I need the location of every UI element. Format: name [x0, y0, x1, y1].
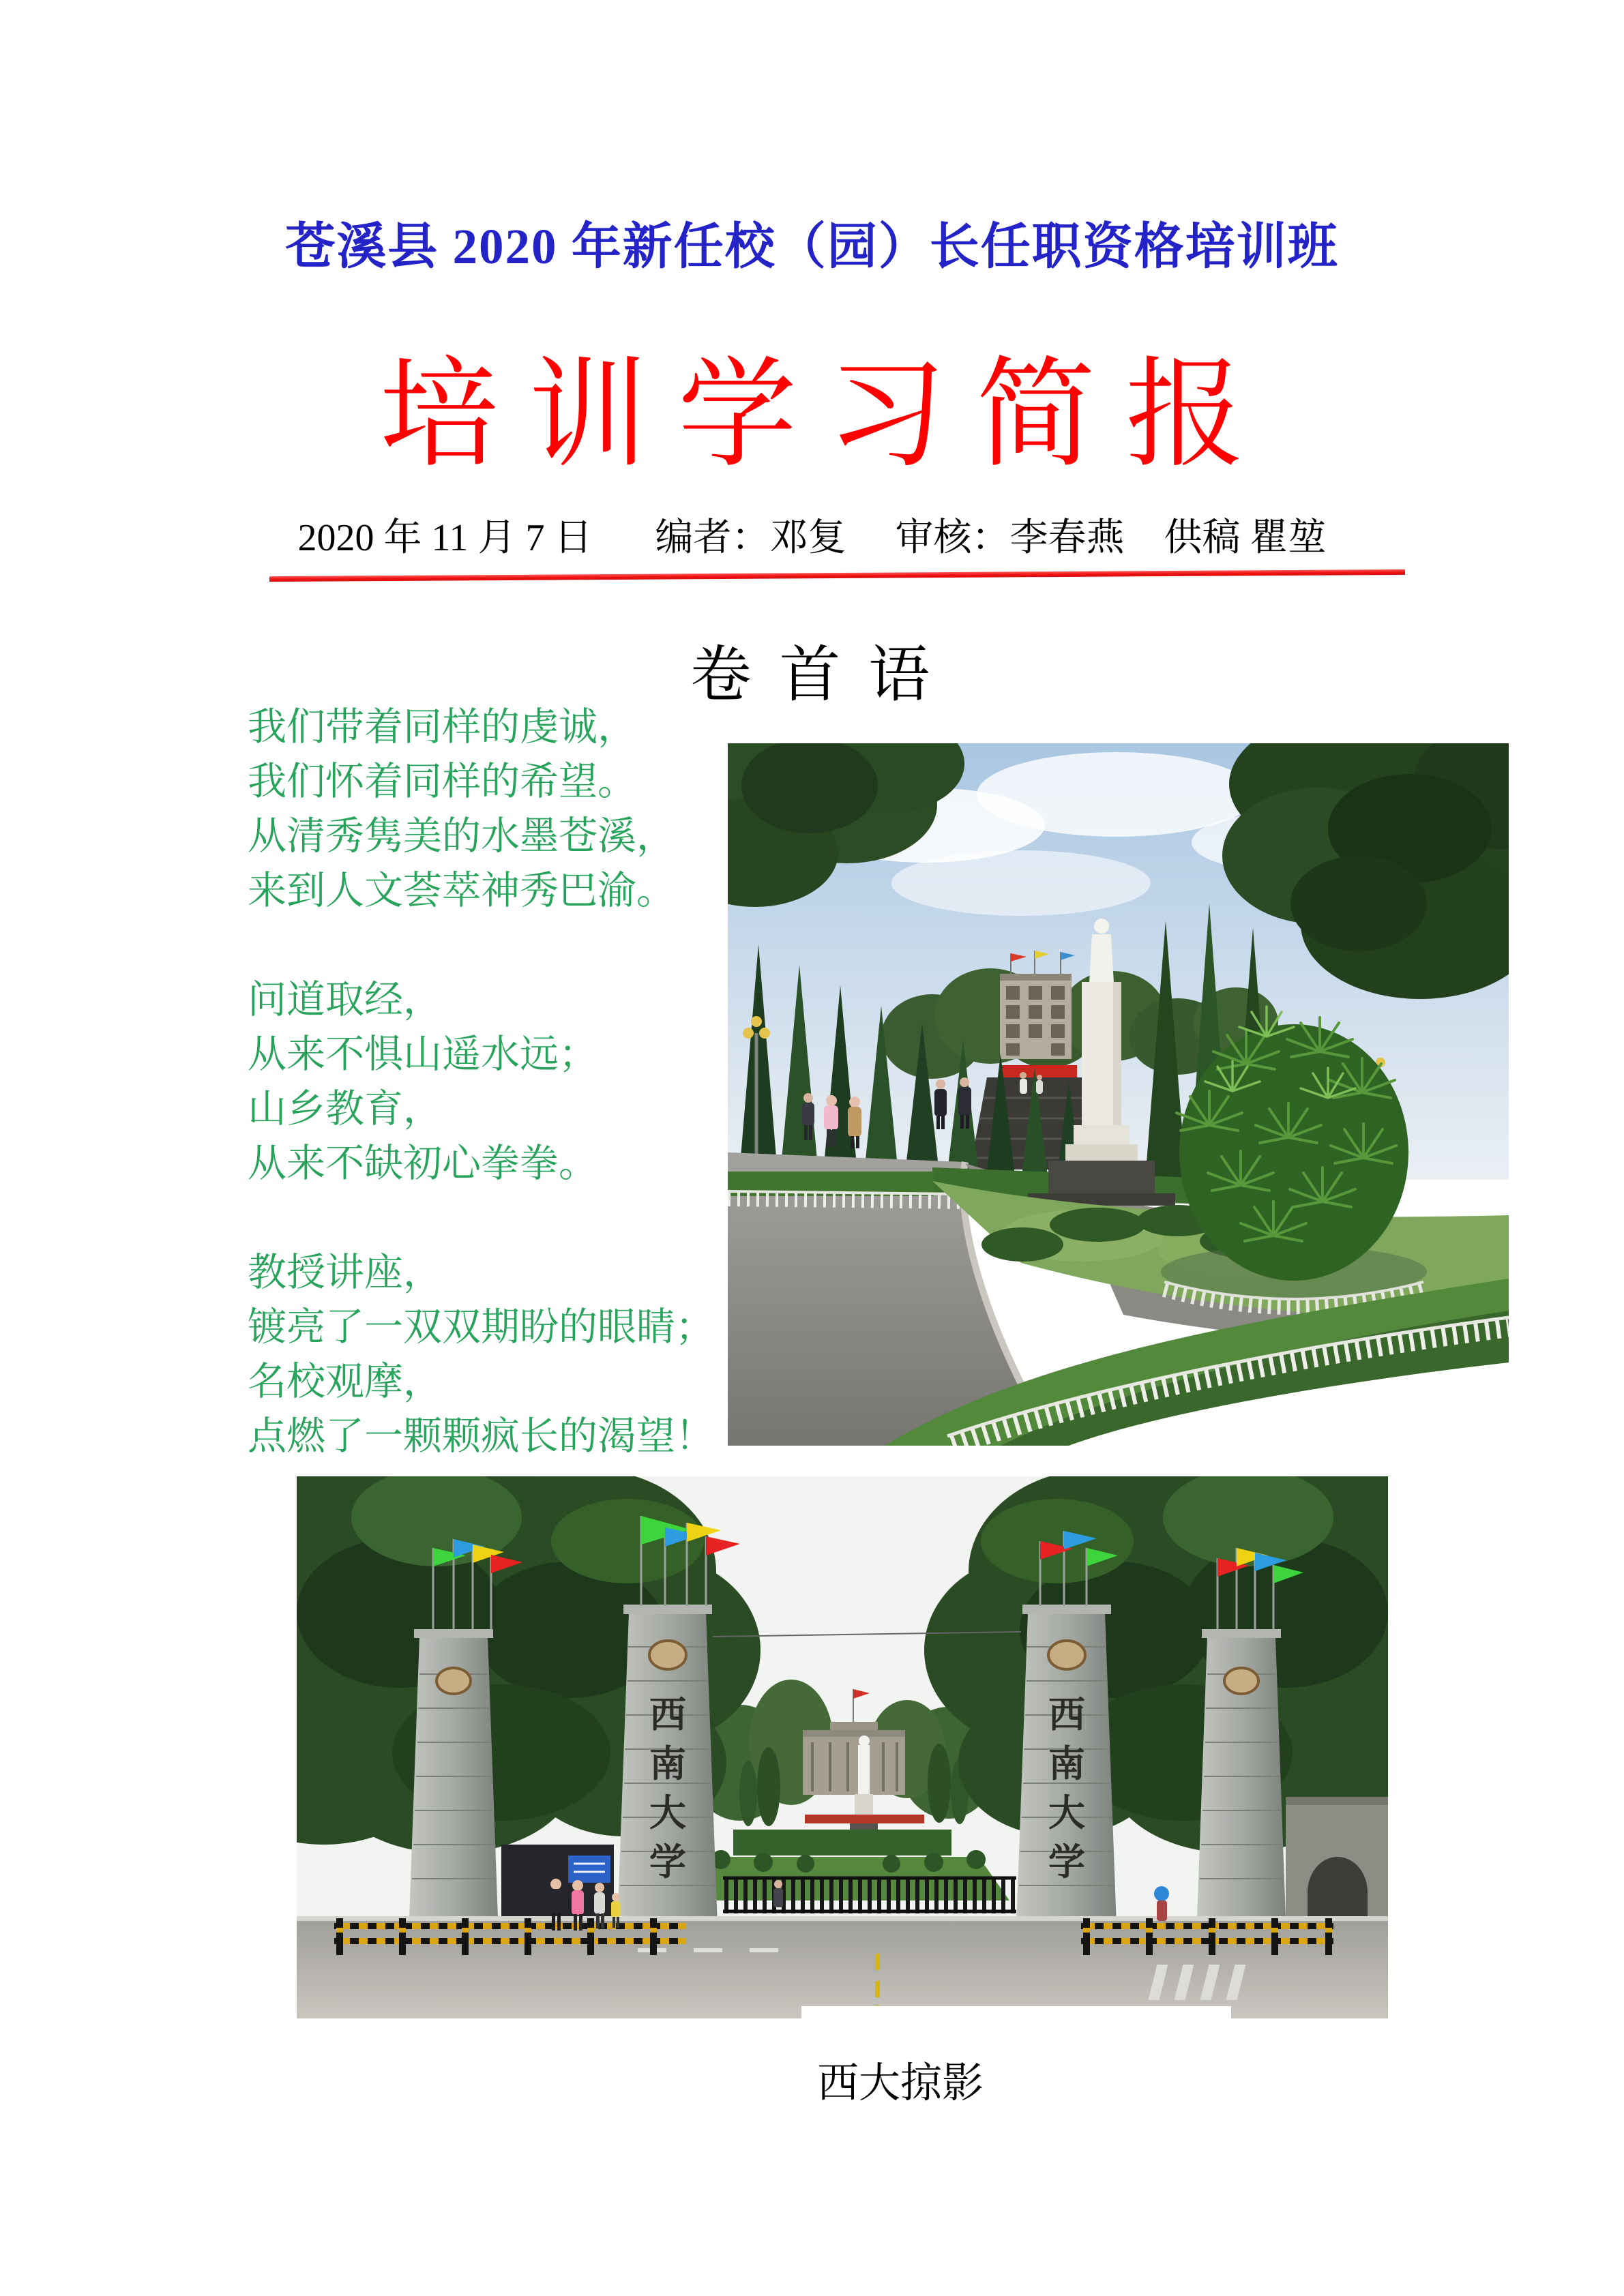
lane-dashes: [638, 1948, 778, 1952]
poem-line: 我们带着同样的虔诚，: [248, 704, 636, 749]
red-divider-line: [269, 569, 1405, 582]
svg-text:西: 西: [1048, 1693, 1085, 1736]
preface-poem: [248, 700, 714, 1463]
poem-line: 名校观摩，: [248, 1359, 442, 1404]
park-photo-illustration: [728, 743, 1509, 1446]
svg-text:大: 大: [649, 1791, 686, 1834]
poem-stanza: [248, 972, 714, 1191]
photo-caption: 西大掠影: [816, 2059, 984, 2107]
svg-text:大: 大: [1048, 1791, 1085, 1834]
poem-line: 山乡教育，: [248, 1086, 442, 1131]
svg-text:南: 南: [1048, 1742, 1085, 1785]
blue-sign: [568, 1855, 610, 1883]
issue-date: 2020 年 11 月 7 日: [297, 517, 593, 559]
road: [297, 1921, 1388, 2018]
gate-photo: [297, 1476, 1388, 2018]
svg-text:南: 南: [649, 1742, 686, 1785]
poem-line: 来到人文荟萃神秀巴渝。: [248, 868, 675, 913]
gate-photo-illustration: [297, 1476, 1388, 2018]
photo-bottom-notch: [801, 2006, 1231, 2018]
poem-stanza: [248, 1245, 714, 1463]
park-photo: [728, 743, 1509, 1446]
meta-line: [0, 507, 1624, 562]
svg-text:学: 学: [649, 1840, 686, 1883]
poem-stanza: [248, 700, 714, 918]
poem-line: 从来不缺初心拳拳。: [248, 1141, 597, 1186]
preface-heading: 卷 首 语: [690, 639, 934, 711]
page-title: 培 训 学 习 简 报: [379, 349, 1245, 481]
poem-line: 镀亮了一双双期盼的眼睛；: [248, 1304, 714, 1350]
poem-line: 我们怀着同样的希望。: [248, 759, 636, 804]
editor-credit: 编者：邓复: [655, 517, 846, 559]
svg-text:学: 学: [1048, 1840, 1085, 1883]
reviewer-credit: 审核：李春燕: [895, 517, 1125, 559]
poem-line: 从清秀隽美的水墨苍溪，: [248, 814, 675, 859]
contributor-credit: 供稿 瞿堃: [1164, 517, 1327, 559]
poem-line: 从来不惧山遥水远；: [248, 1032, 597, 1077]
arch-wall: [1286, 1797, 1388, 1928]
poem-line: 问道取经，: [248, 977, 442, 1022]
svg-text:西: 西: [649, 1693, 686, 1736]
kicker-title: 苍溪县 2020 年新任校（园）长任职资格培训班: [285, 219, 1339, 274]
poem-line: 教授讲座，: [248, 1250, 442, 1295]
poem-line: 点燃了一颗颗疯长的渴望！: [248, 1414, 714, 1459]
